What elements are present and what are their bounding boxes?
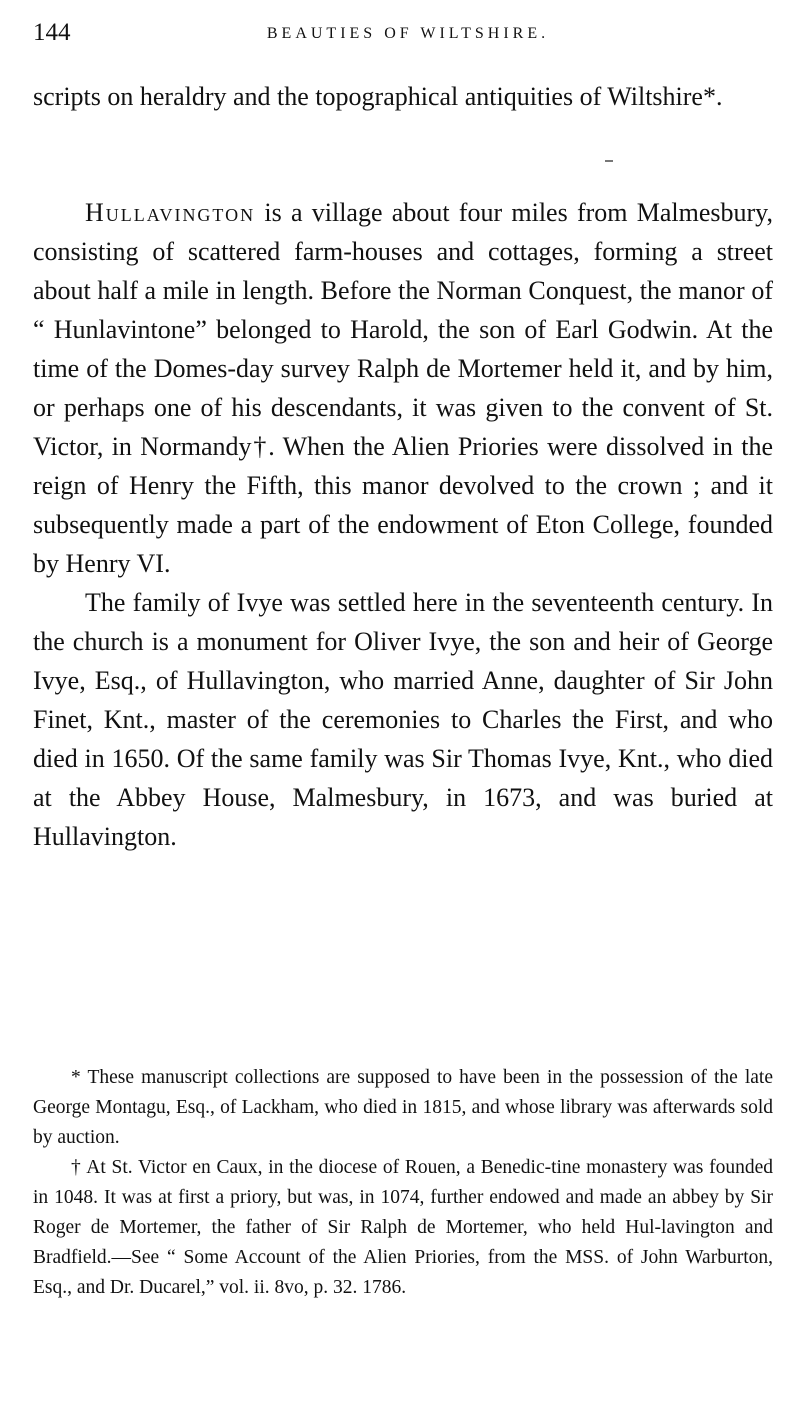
continuation-paragraph: scripts on heraldry and the topographical antiquities of Wiltshire*. — [33, 82, 723, 111]
running-title: BEAUTIES OF WILTSHIRE. — [266, 25, 550, 42]
paragraph-body-text: is a village about four miles from Malmesbury, consisting of scattered farm-houses and cottages, forming a street about half a mile in length. Before the Norman Conquest, the manor of “ Hunlavintone” belonged to Harold, the son of Earl Godwin. At the time of the Domes-day survey Ralph de Mortemer held it, and by him, or perhaps one of his descendants, it was given to the convent of St. Victor, in Normandy†. When the Alien Priories were dissolved in the reign of Henry the Fifth, this manor devolved to the crown ; and it subsequently made a part of the endowment of Eton College, founded by Henry VI. — [33, 198, 773, 578]
footnote-asterisk: * These manuscript collections are supposed to have been in the possession of the late George Montagu, Esq., of Lackham, who died in 1815, and whose library was afterwards sold by auction. — [33, 1067, 773, 1148]
page-number: 144 — [33, 19, 71, 46]
book-page — [33, 0, 773, 1408]
paragraph-hullavington — [33, 193, 773, 583]
main-text-block — [33, 193, 773, 856]
footnotes — [33, 1063, 773, 1303]
continuation-text-block — [33, 77, 773, 116]
paragraph-lead-word: Hullavington — [85, 198, 256, 227]
paragraph-ivye-family: The family of Ivye was settled here in the seventeenth century. In the church is a monument for Oliver Ivye, the son and heir of George Ivye, Esq., of Hullavington, who married Anne, daughter of Sir John Finet, Knt., master of the ceremonies to Charles the First, and who died in 1650. Of the same family was Sir Thomas Ivye, Knt., who died at the Abbey House, Malmesbury, in 1673, and was buried at Hullavington. — [33, 588, 773, 851]
print-speck — [605, 160, 613, 162]
footnote-dagger: † At St. Victor en Caux, in the diocese of Rouen, a Benedic-tine monastery was founded in 1048. It was at first a priory, but was, in 1074, further endowed and made an abbey by Sir Roger de Mortemer, the father of Sir Ralph de Mortemer, who held Hul-lavington and Bradfield.—See “ Some Account of the Alien Priories, from the MSS. of John Warburton, Esq., and Dr. Ducarel,” vol. ii. 8vo, p. 32. 1786. — [33, 1157, 773, 1298]
running-head — [33, 18, 773, 48]
